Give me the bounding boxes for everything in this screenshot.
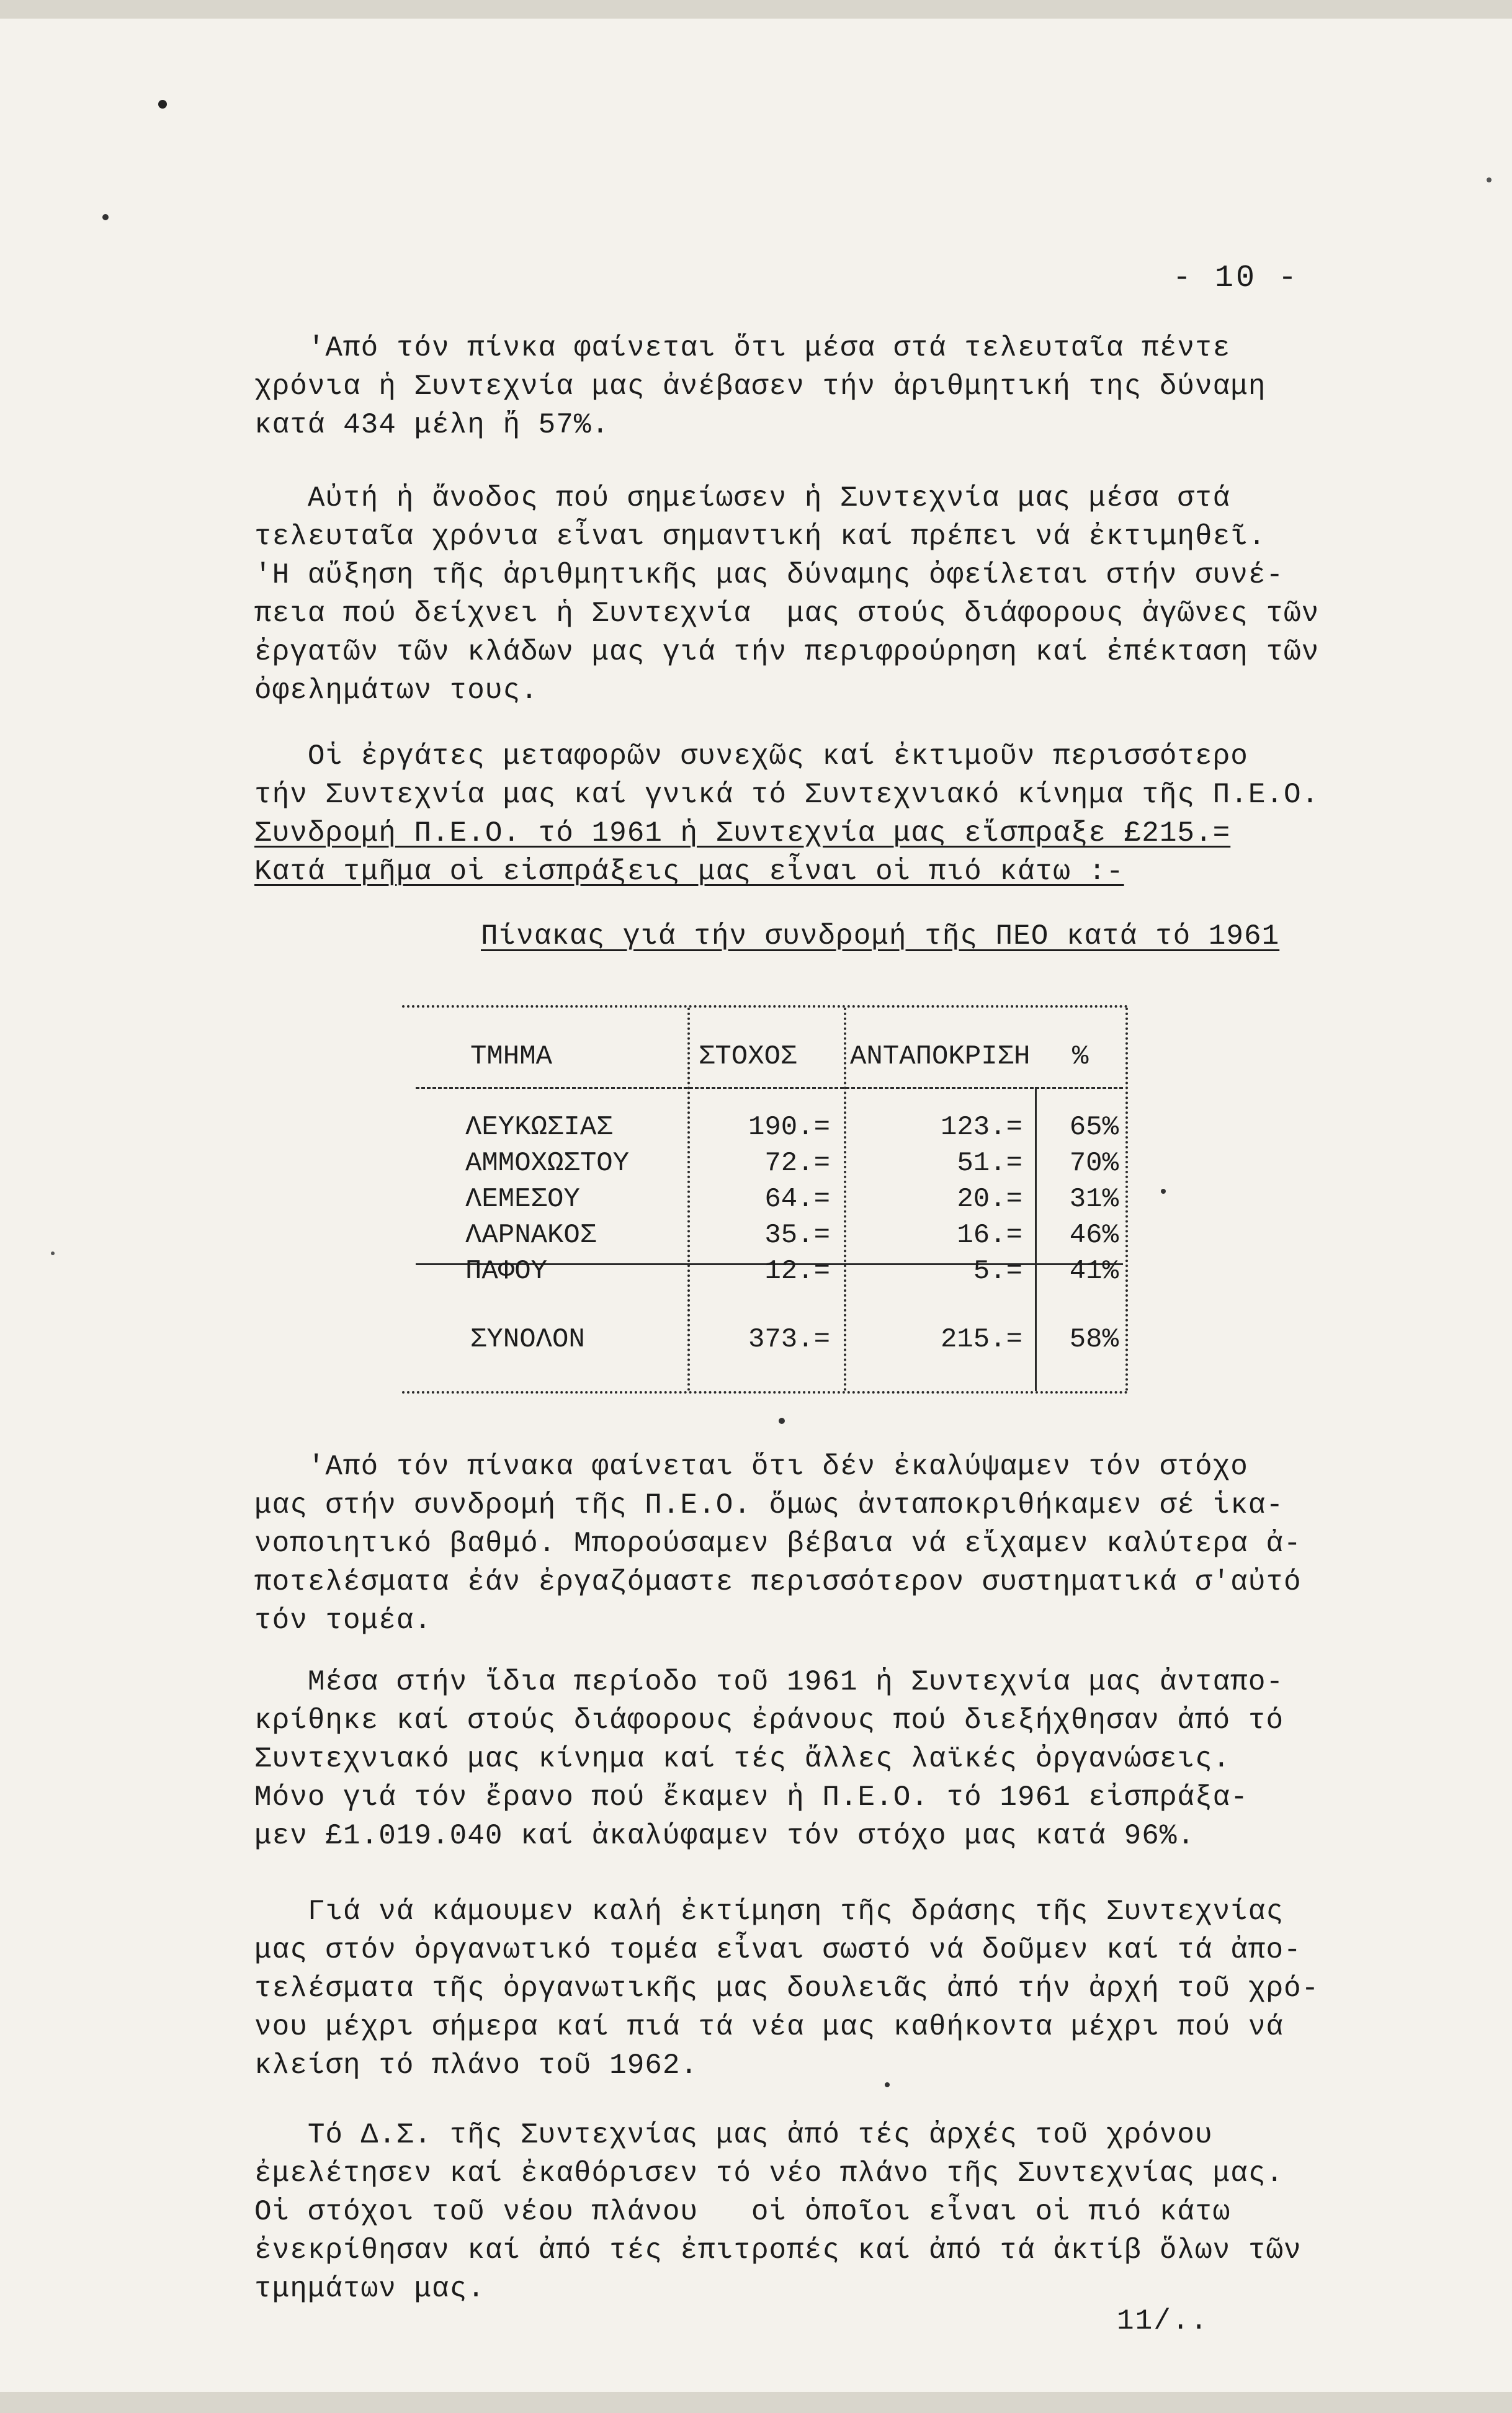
text-line: μας στήν συνδρομή τῆς Π.Ε.Ο. ὅμως ἀνταποκριθήκαμεν σέ ἱκα- <box>254 1489 1284 1521</box>
text-line: Συντεχνιακό μας κίνημα καί τές ἄλλες λαϊκές ὀργανώσεις. <box>254 1743 1231 1775</box>
row-section: ΛΑΡΝΑΚΟΣ <box>465 1220 597 1251</box>
total-section: ΣΥΝΟΛΟΝ <box>470 1324 585 1355</box>
text-line: πεια πού δείχνει ἡ Συντεχνία μας στούς διάφορους ἀγῶνες τῶν <box>254 598 1320 630</box>
paragraph-7 <box>254 2116 1408 2308</box>
continuation-mark: 11/.. <box>1117 2305 1209 2337</box>
column-divider <box>687 1008 690 1391</box>
row-target: 35.= <box>764 1220 830 1251</box>
text-line: Οἱ στόχοι τοῦ νέου πλάνου οἱ ὁποῖοι εἶναι οἱ πιό κάτω <box>254 2196 1231 2228</box>
text-line: Συνδρομή Π.Ε.Ο. τό 1961 ἡ Συντεχνία μας εἴσπραξε £215.= <box>254 817 1231 849</box>
row-target: 64.= <box>764 1184 830 1215</box>
text-line: τόν τομέα. <box>254 1605 432 1637</box>
row-target: 12.= <box>764 1256 830 1287</box>
text-line: Τό Δ.Σ. τῆς Συντεχνίας μας ἀπό τές ἀρχές τοῦ χρόνου <box>254 2119 1213 2151</box>
total-target: 373.= <box>748 1324 830 1355</box>
subscription-table <box>402 1005 1128 1394</box>
total-percent: 58% <box>1069 1324 1119 1355</box>
text-line: ἐνεκρίθησαν καί ἀπό τές ἐπιτροπές καί ἀπό τά ἀκτίβ ὅλων τῶν <box>254 2234 1302 2267</box>
row-percent: 31% <box>1069 1184 1119 1215</box>
row-percent: 46% <box>1069 1220 1119 1251</box>
row-section: ΠΑΦΟΥ <box>465 1256 548 1287</box>
text-line: μεν £1.019.040 καί ἀκαλύφαμεν τόν στόχο μας κατά 96%. <box>254 1820 1196 1852</box>
text-line: 'Από τόν πίνακα φαίνεται ὅτι δέν ἐκαλύψαμεν τόν στόχο <box>254 1451 1248 1483</box>
row-section: ΑΜΜΟΧΩΣΤΟΥ <box>465 1148 630 1179</box>
header-target: ΣΤΟΧΟΣ <box>699 1041 797 1072</box>
row-percent: 41% <box>1069 1256 1119 1287</box>
text-line: 'Από τόν πίνκα φαίνεται ὅτι μέσα στά τελευταῖα πέντε <box>254 332 1231 364</box>
total-response: 215.= <box>940 1324 1022 1355</box>
percent-column-line <box>1035 1087 1037 1391</box>
text-line: μας στόν ὀργανωτικό τομέα εἶναι σωστό νά δοῦμεν καί τά ἀπο- <box>254 1934 1302 1966</box>
text-line: νου μέχρι σήμερα καί πιά τά νέα μας καθήκοντα μέχρι πού νά <box>254 2011 1284 2043</box>
text-line: τμημάτων μας. <box>254 2273 485 2305</box>
text-line: νοποιητικό βαθμό. Μπορούσαμεν βέβαια νά εἴχαμεν καλύτερα ἀ- <box>254 1528 1302 1560</box>
text-line: Οἱ ἐργάτες μεταφορῶν συνεχῶς καί ἐκτιμοῦν περισσότερο <box>254 740 1248 772</box>
row-percent: 65% <box>1069 1112 1119 1143</box>
text-line: κλείση τό πλάνο τοῦ 1962. <box>254 2049 699 2082</box>
row-response: 123.= <box>940 1112 1022 1143</box>
row-target: 190.= <box>748 1112 830 1143</box>
text-line: χρόνια ἡ Συντεχνία μας ἀνέβασεν τήν ἀριθμητική της δύναμη <box>254 370 1266 403</box>
paragraph-1 <box>254 329 1408 444</box>
row-response: 5.= <box>973 1256 1022 1287</box>
text-line: 'Η αὔξηση τῆς ἀριθμητικῆς μας δύναμης ὀφείλεται στήν συνέ- <box>254 559 1284 591</box>
text-line: τήν Συντεχνία μας καί γνικά τό Συντεχνιακό κίνημα τῆς Π.Ε.Ο. <box>254 779 1320 811</box>
text-line: ἐργατῶν τῶν κλάδων μας γιά τήν περιφρούρηση καί ἐπέκταση τῶν <box>254 636 1320 668</box>
header-response: ΑΝΤΑΠΟΚΡΙΣΗ <box>850 1041 1031 1072</box>
text-line: ὀφελημάτων τους. <box>254 674 539 707</box>
paragraph-5 <box>254 1663 1408 1855</box>
row-response: 20.= <box>957 1184 1022 1215</box>
row-response: 16.= <box>957 1220 1022 1251</box>
header-percent: % <box>1072 1041 1089 1072</box>
text-line: Γιά νά κάμουμεν καλή ἐκτίμηση τῆς δράσης τῆς Συντεχνίας <box>254 1896 1284 1928</box>
row-section: ΛΕΜΕΣΟΥ <box>465 1184 580 1215</box>
column-divider <box>1125 1008 1128 1391</box>
text-line: Αὐτή ἡ ἄνοδος πού σημείωσεν ἡ Συντεχνία μας μέσα στά <box>254 482 1231 514</box>
paragraph-6 <box>254 1892 1408 2085</box>
text-line: κρίθηκε καί στούς διάφορους ἐράνους πού διεξήχθησαν ἀπό τό <box>254 1704 1284 1737</box>
column-divider <box>844 1008 846 1391</box>
header-section: ΤΜΗΜΑ <box>470 1041 553 1072</box>
text-line: Μόνο γιά τόν ἔρανο πού ἔκαμεν ἡ Π.Ε.Ο. τό 1961 εἰσπράξα- <box>254 1781 1248 1814</box>
text-line: κατά 434 μέλη ἤ 57%. <box>254 409 610 441</box>
paragraph-4 <box>254 1448 1408 1640</box>
paragraph-3 <box>254 737 1408 891</box>
row-section: ΛΕΥΚΩΣΙΑΣ <box>465 1112 613 1143</box>
page-number: - 10 - <box>1173 261 1300 296</box>
text-line: Κατά τμῆμα οἱ εἰσπράξεις μας εἶναι οἱ πιό κάτω :- <box>254 856 1124 888</box>
row-response: 51.= <box>957 1148 1022 1179</box>
text-line: τελέσματα τῆς ὀργανωτικῆς μας δουλειᾶς ἀπό τήν ἀρχή τοῦ χρό- <box>254 1972 1320 2005</box>
text-line: ἐμελέτησεν καί ἐκαθόρισεν τό νέο πλάνο τῆς Συντεχνίας μας. <box>254 2157 1284 2190</box>
header-rule <box>416 1087 1123 1089</box>
row-percent: 70% <box>1069 1148 1119 1179</box>
text-line: Μέσα στήν ἴδια περίοδο τοῦ 1961 ἡ Συντεχνία μας ἀνταπο- <box>254 1666 1284 1698</box>
paragraph-2 <box>254 479 1408 710</box>
text-line: τελευταῖα χρόνια εἶναι σημαντική καί πρέπει νά ἐκτιμηθεῖ. <box>254 521 1266 553</box>
row-target: 72.= <box>764 1148 830 1179</box>
text-line: ποτελέσματα ἐάν ἐργαζόμαστε περισσότερον συστηματικά σ'αὐτό <box>254 1566 1302 1598</box>
table-title: Πίνακας γιά τήν συνδρομή τῆς ΠΕΟ κατά τό 1961 <box>481 920 1280 952</box>
